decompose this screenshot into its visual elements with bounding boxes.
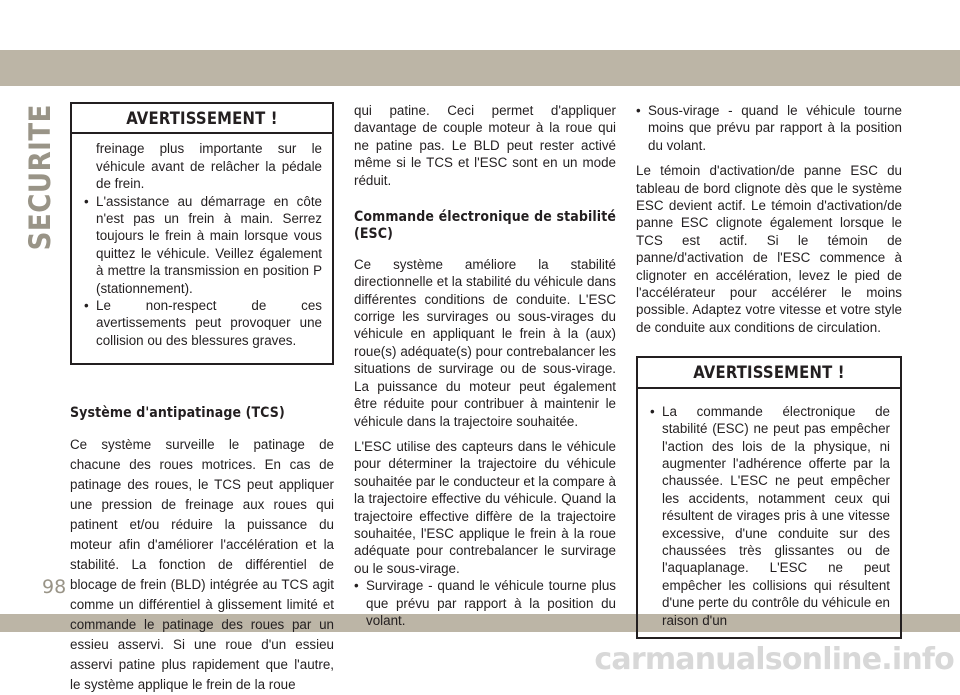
paragraph: qui patine. Ceci permet d'appliquer davantage de couple moteur à la roue qui ne patine pas. Le BLD peut rester activé même si le TCS et l'ESC sont en un mode réduit. [354,103,616,188]
page-number: 98 [42,576,67,598]
warning-title: AVERTISSEMENT ! [638,358,900,388]
warning-list [72,134,332,363]
warning-item: freinage plus importante sur le véhicule avant de relâcher la pédale de frein. [96,141,322,192]
warning-box-1 [70,102,334,365]
paragraph: Ce système surveille le patinage de chacune des roues motrices. En cas de patinage des roues, le TCS peut appliquer une pression de freinage aux roues qui patinent et/ou réduire la puissance du moteur afin d'améliorer l'accélération et la stabilité. La fonction de différentiel de blocage de frein (BLD) intégrée au TCS agit comme un différentiel à glissement limité et commande le patinage des roues par un essieu asservi. Si une roue d'un essieu asservi patine plus rapidement que l'autre, le système applique le frein de la roue [70,436,334,692]
paragraph: L'ESC utilise des capteurs dans le véhicule pour déterminer la trajectoire du véhicule souhaitée par le conducteur et la compare à la trajectoire effective du véhicule. Quand la trajectoire effective diffère de la trajectoire souhaitée, l'ESC applique le frein à la roue adéquate pour contrebalancer le survirage ou le sous-virage. [354,438,616,576]
warning-item: • Le non-respect de ces avertissements peut provoquer une collision ou des blessures graves. [84,297,322,349]
warning-item: • L'assistance au démarrage en côte n'est pas un frein à main. Serrez toujours le frein à main lorsque vous quittez le véhicule. Veillez également à mettre la transmission en position P (stationnement). [84,193,322,297]
warning-item: • La commande électronique de stabilité (ESC) ne peut pas empêcher l'action des lois de la physique, ni augmenter l'adhérence offerte par la chaussée. L'ESC ne peut empêcher les accidents, notamment ceux qui résultent de virages pris à une vitesse excessive, d'une conduite sur des chaussées très glissantes ou de l'aquaplanage. L'ESC ne peut empêcher les collisions qui résultent d'une perte du contrôle du véhicule en raison d'un [650,403,890,629]
section-side-label: SECURITE [23,104,57,251]
header-band [0,50,960,86]
bullet-item: • Survirage - quand le véhicule tourne plus que prévu par rapport à la position du volant. [354,577,616,629]
warning-box-2 [636,356,902,639]
column-2 [354,102,616,629]
column-3 [636,102,902,639]
bullet-item: • Sous-virage - quand le véhicule tourne moins que prévu par rapport à la position du volant. [636,102,902,154]
paragraph: Le témoin d'activation/de panne ESC du tableau de bord clignote dès que le système ESC devient actif. Le témoin d'activation/de panne ESC clignote également lorsque le TCS est actif. Si le témoin de panne/d'activation de l'ESC commence à clignoter en accélération, levez le pied de l'accélérateur pour accélérer le moins possible. Adaptez votre vitesse et votre style de conduite aux conditions de circulation. [636,163,902,335]
section-heading-tcs: Système d'antipatinage (TCS) [70,405,285,422]
section-heading-esc: Commande électronique de stabilité (ESC) [354,209,616,243]
bullet-list [636,102,902,154]
column-1 [70,102,334,695]
warning-title: AVERTISSEMENT ! [72,104,332,134]
bullet-list [354,577,616,629]
paragraph: Ce système améliore la stabilité directionnelle et la stabilité du véhicule dans différentes conditions de conduite. L'ESC corrige les survirages ou sous-virages du véhicule en appliquant le frein à la (aux) roue(s) adéquate(s) pour contrebalancer les situations de survirage ou de sous-virage. La puissance du moteur peut également être réduite pour contribuer à maintenir le véhicule dans la trajectoire souhaitée. [354,256,616,429]
watermark: carmanualsonline.info [594,642,954,677]
warning-list [638,389,900,637]
